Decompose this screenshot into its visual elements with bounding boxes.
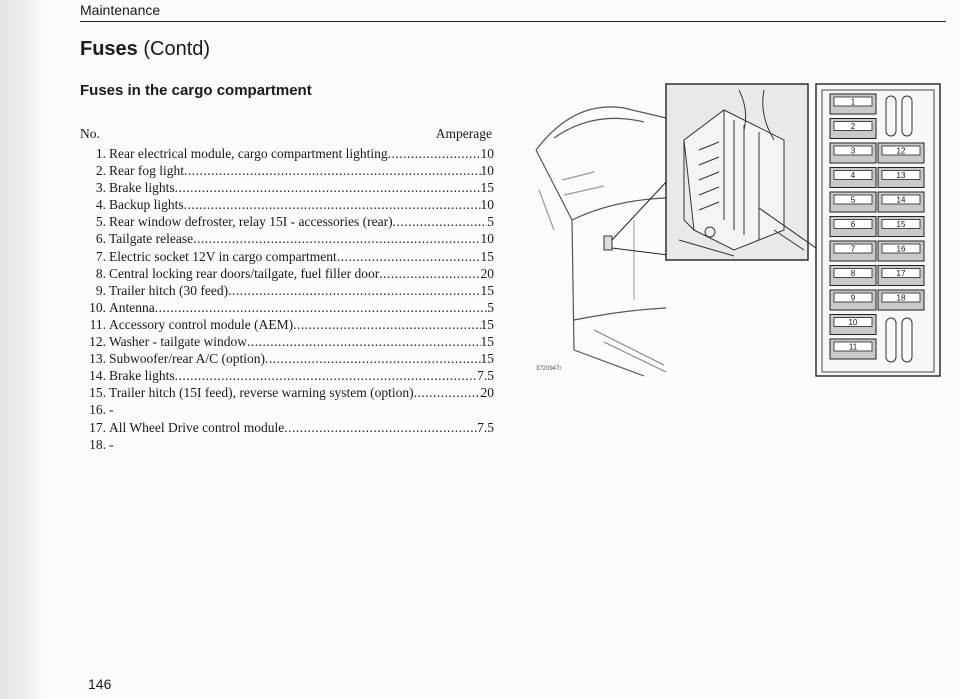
table-row — [80, 248, 494, 265]
leader-dots — [414, 384, 481, 401]
fuse-amperage: 20 — [480, 385, 494, 401]
fuse-slot-left — [830, 168, 876, 188]
fuse-amperage: 10 — [480, 146, 494, 161]
fuse-number: 9. — [95, 282, 106, 298]
fuse-slot-label: 14 — [896, 195, 906, 205]
fuse-slot-right — [878, 168, 924, 188]
fuse-slot-label: 13 — [896, 171, 906, 180]
fuse-description: Backup lights — [109, 197, 184, 213]
fuse-slot-right — [878, 192, 924, 212]
fuse-slot-right — [878, 217, 924, 237]
fuse-slot-left — [830, 119, 876, 139]
fuse-slot-label: 11 — [848, 342, 858, 352]
fuse-slot-right — [878, 266, 924, 286]
fuse-number: 17. — [89, 419, 106, 435]
fuse-description: All Wheel Drive control module — [109, 419, 285, 435]
figure-code: 3720947r — [536, 366, 562, 372]
page-title-suffix: (Contd) — [137, 38, 211, 60]
fuse-description: - — [109, 436, 114, 452]
leader-dots — [293, 316, 480, 333]
fuse-slot-label: 5 — [850, 195, 856, 205]
leader-dots — [193, 230, 480, 247]
fuse-number: 5. — [95, 214, 106, 230]
fuse-number: 7. — [95, 248, 106, 264]
fuse-slot-label: 9 — [850, 293, 856, 303]
leader-dots — [175, 367, 478, 384]
fuse-number: 15. — [89, 385, 106, 401]
fuse-box-location-marker — [604, 236, 612, 250]
fuse-slot-left — [830, 315, 876, 335]
table-row — [80, 265, 494, 282]
fuse-number: 4. — [95, 197, 106, 213]
column-header-amperage: Amperage — [435, 126, 492, 141]
fuse-amperage: 15 — [480, 180, 494, 196]
table-row — [80, 213, 494, 230]
fuse-description: - — [109, 402, 114, 418]
fuse-slot-left — [830, 241, 876, 261]
leader-dots — [265, 350, 481, 367]
fuse-description: Accessory control module (AEM) — [109, 316, 294, 332]
column-header-no: No. — [80, 126, 100, 141]
table-header — [80, 126, 494, 145]
fuse-slot-right — [878, 143, 924, 163]
callout-line-1 — [612, 180, 668, 240]
leader-dots — [337, 248, 481, 265]
leader-dots — [184, 162, 481, 179]
fuse-number: 3. — [95, 180, 106, 196]
fuse-amperage: 10 — [480, 163, 494, 179]
fuse-slot-left — [830, 339, 876, 359]
fuse-amperage: 7.5 — [477, 419, 494, 435]
fuse-table — [80, 126, 494, 453]
page-edge-shadow — [0, 0, 46, 699]
cargo-fuse-diagram — [534, 80, 950, 380]
fuse-description: Washer - tailgate window — [109, 334, 247, 350]
fuse-amperage: 10 — [480, 197, 494, 213]
fuse-description: Central locking rear doors/tailgate, fuel filler door — [109, 265, 380, 281]
fuse-number: 6. — [95, 231, 106, 247]
fuse-slot-label: 1 — [850, 97, 856, 107]
fuse-number: 10. — [89, 299, 106, 315]
fuse-amperage: 15 — [480, 248, 494, 264]
fuse-amperage: 15 — [480, 334, 494, 350]
fuse-slot-left — [830, 94, 876, 114]
fuse-description: Trailer hitch (15I feed), reverse warning system (option) — [109, 385, 414, 401]
fuse-slot-left — [830, 290, 876, 310]
page-title-main: Fuses — [80, 38, 138, 60]
fuse-slot-left — [830, 192, 876, 212]
header-rule — [80, 21, 946, 22]
leader-dots — [228, 282, 480, 299]
fuse-rows — [80, 145, 494, 453]
fuse-slot-label: 8 — [850, 269, 856, 278]
fuse-amperage: 15 — [480, 351, 494, 367]
fuse-slot-label: 16 — [896, 244, 906, 254]
fuse-slot-left — [830, 217, 876, 237]
fuse-slot-label: 4 — [850, 171, 856, 180]
fuse-number: 13. — [89, 351, 106, 367]
fuse-description: Trailer hitch (30 feed) — [109, 282, 229, 298]
table-row — [80, 145, 494, 162]
table-row — [80, 436, 494, 453]
fuse-number: 8. — [95, 265, 106, 281]
fuse-number: 1. — [95, 146, 106, 161]
fuse-number: 11. — [89, 316, 106, 332]
fuse-number: 18. — [89, 436, 106, 452]
fuse-description: Electric socket 12V in cargo compartment — [109, 248, 337, 264]
fuse-slot-label: 18 — [896, 293, 906, 303]
section-label: Maintenance — [80, 2, 161, 18]
table-row — [80, 367, 494, 384]
page-number: 146 — [88, 676, 112, 692]
leader-dots — [184, 196, 481, 213]
fuse-slot-label: 2 — [850, 122, 856, 131]
fuse-slot-right — [878, 241, 924, 261]
fuse-slot-label: 3 — [850, 146, 856, 156]
fuse-description: Antenna — [109, 299, 155, 315]
fuse-amperage: 7.5 — [477, 368, 494, 384]
table-row — [80, 419, 494, 436]
fuse-amperage: 15 — [480, 316, 494, 332]
fuse-slot-label: 7 — [850, 244, 856, 254]
fuse-description: Tailgate release — [109, 231, 194, 247]
fuse-slot-label: 6 — [850, 220, 856, 229]
fuse-slot-right — [878, 290, 924, 310]
fuse-slot-left — [830, 266, 876, 286]
table-row — [80, 401, 494, 418]
table-row — [80, 384, 494, 401]
fuse-slot-label: 15 — [896, 220, 906, 229]
leader-dots — [379, 265, 480, 282]
fuse-amperage: 5 — [487, 299, 494, 315]
leader-dots — [393, 213, 488, 230]
fuse-slot-label: 17 — [896, 269, 906, 278]
table-row — [80, 333, 494, 350]
table-row — [80, 350, 494, 367]
table-row — [80, 282, 494, 299]
leader-dots — [175, 179, 481, 196]
fuse-description: Rear fog light — [109, 163, 184, 179]
leader-dots — [284, 419, 477, 436]
leader-dots — [155, 299, 488, 316]
fuse-description: Rear window defroster, relay 15I - accessories (rear) — [109, 214, 393, 230]
table-row — [80, 179, 494, 196]
fuse-description: Rear electrical module, cargo compartment lighting — [109, 146, 388, 161]
table-row — [80, 196, 494, 213]
fuse-amperage: 20 — [480, 265, 494, 281]
leader-dots — [388, 145, 481, 162]
fuse-slot-label: 10 — [848, 318, 858, 327]
table-row — [80, 162, 494, 179]
fuse-number: 16. — [89, 402, 106, 418]
section-subtitle: Fuses in the cargo compartment — [80, 82, 312, 99]
fuse-number: 12. — [89, 334, 106, 350]
callout-line-2 — [612, 248, 668, 255]
fuse-number: 2. — [95, 163, 106, 179]
table-row — [80, 299, 494, 316]
fuse-slot-left — [830, 143, 876, 163]
fuse-number: 14. — [89, 368, 106, 384]
leader-dots — [247, 333, 481, 350]
fuse-amperage: 5 — [487, 214, 494, 230]
fuse-amperage: 15 — [480, 282, 494, 298]
fuse-description: Subwoofer/rear A/C (option) — [109, 351, 265, 367]
table-row — [80, 316, 494, 333]
fuse-description: Brake lights — [109, 368, 175, 384]
fuse-amperage: 10 — [480, 231, 494, 247]
table-row — [80, 230, 494, 247]
fuse-diagram-svg — [534, 80, 950, 380]
page-title — [80, 38, 210, 61]
car-outline — [536, 107, 666, 376]
fuse-description: Brake lights — [109, 180, 175, 196]
fuse-slot-label: 12 — [896, 146, 906, 156]
